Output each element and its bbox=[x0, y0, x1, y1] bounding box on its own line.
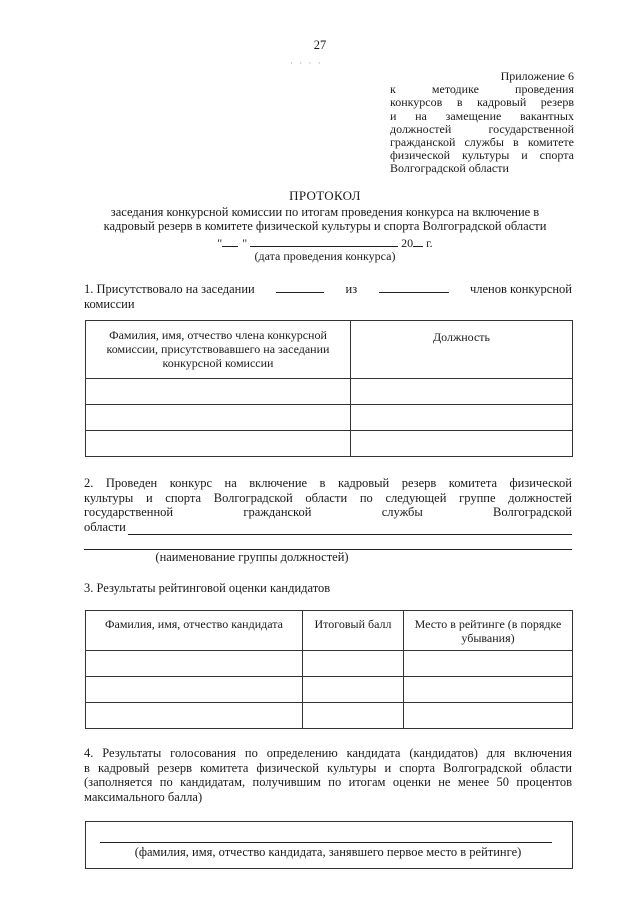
date-year-prefix: 20 bbox=[401, 236, 414, 250]
section1-text-line2: комиссии bbox=[84, 296, 135, 311]
table-cell[interactable] bbox=[404, 677, 573, 703]
appendix-line: и на замещение вакантных bbox=[390, 108, 574, 123]
rating-col-name-header: Фамилия, имя, отчество кандидата bbox=[86, 611, 303, 651]
section2-line: 2. Проведен конкурс на включение в кадровый резерв комитета физической bbox=[84, 476, 572, 490]
appendix-line: Волгоградской области bbox=[390, 161, 509, 176]
protocol-subtitle bbox=[60, 205, 590, 233]
page-number: 27 bbox=[313, 38, 327, 52]
section2-line: государственной гражданской службы Волгоградской bbox=[84, 505, 572, 519]
section2-text bbox=[84, 476, 572, 534]
table-cell[interactable] bbox=[86, 651, 303, 677]
section1-text bbox=[84, 281, 572, 311]
table-cell[interactable] bbox=[86, 379, 351, 405]
date-quote-open: " bbox=[217, 236, 223, 250]
appendix-line: гражданской службы в комитете bbox=[390, 135, 574, 150]
section4-text bbox=[84, 746, 572, 804]
section2-line: области bbox=[84, 519, 126, 534]
appendix-line: физической культуры и спорта bbox=[390, 148, 574, 163]
table-cell[interactable] bbox=[351, 431, 573, 457]
date-year-suffix: г. bbox=[426, 236, 433, 250]
section1-text-mid: из bbox=[345, 282, 358, 296]
table-cell[interactable] bbox=[86, 677, 303, 703]
section4-line: 4. Результаты голосования по определению кандидата (кандидатов) для включения bbox=[84, 746, 572, 760]
section4-line: (заполняется по кандидатам, получившим по итогам оценки не менее 50 процентов bbox=[84, 775, 572, 789]
section1-text-end: членов конкурсной bbox=[469, 282, 572, 296]
section4-line: в кадровый резерв комитета физической культуры и спорта Волгоградской области bbox=[84, 760, 572, 775]
total-count-blank bbox=[379, 281, 449, 293]
table-cell[interactable] bbox=[351, 379, 573, 405]
group-name-caption: (наименование группы должностей) bbox=[155, 550, 349, 564]
table-cell[interactable] bbox=[303, 651, 404, 677]
table-cell[interactable] bbox=[303, 677, 404, 703]
table-row bbox=[86, 677, 573, 703]
date-quote-close: " bbox=[242, 236, 248, 250]
day-blank bbox=[222, 235, 238, 247]
group-name-blank bbox=[128, 534, 572, 535]
section3-title: 3. Результаты рейтинговой оценки кандидатов bbox=[84, 581, 331, 595]
members-col-name-header: Фамилия, имя, отчество члена конкурсной комиссии, присутствовавшего на заседании конкурсной комиссии bbox=[86, 321, 351, 379]
table-cell[interactable] bbox=[86, 431, 351, 457]
winner-caption: (фамилия, имя, отчество кандидата, занявшего первое место в рейтинге) bbox=[134, 845, 522, 859]
protocol-title: ПРОТОКОЛ bbox=[289, 188, 361, 203]
table-cell[interactable] bbox=[303, 703, 404, 729]
appendix-line: конкурсов в кадровый резерв bbox=[390, 95, 574, 110]
section4-line: максимального балла) bbox=[84, 789, 203, 804]
month-blank bbox=[250, 235, 398, 247]
appendix-title: Приложение 6 bbox=[500, 69, 574, 83]
table-row bbox=[86, 379, 573, 405]
table-cell[interactable] bbox=[351, 405, 573, 431]
appendix-block bbox=[390, 70, 574, 176]
table-cell[interactable] bbox=[404, 703, 573, 729]
table-row bbox=[86, 431, 573, 457]
winner-name-blank bbox=[100, 842, 552, 843]
table-row bbox=[86, 703, 573, 729]
section2-line: культуры и спорта Волгоградской области по следующей группе должностей bbox=[84, 490, 572, 505]
rating-col-place-header: Место в рейтинге (в порядке убывания) bbox=[404, 611, 573, 651]
protocol-subtitle-line: кадровый резерв в комитете физической культуры и спорта Волгоградской области bbox=[103, 219, 547, 233]
rating-table bbox=[85, 610, 573, 729]
present-count-blank bbox=[276, 281, 324, 293]
scan-speck: · · · · bbox=[290, 58, 323, 68]
appendix-line: к методике проведения bbox=[390, 82, 574, 97]
members-table bbox=[85, 320, 573, 457]
date-caption: (дата проведения конкурса) bbox=[254, 249, 396, 263]
appendix-line: должностей государственной bbox=[390, 121, 574, 136]
rating-col-score-header: Итоговый балл bbox=[303, 611, 404, 651]
table-row bbox=[86, 405, 573, 431]
table-cell[interactable] bbox=[86, 405, 351, 431]
protocol-subtitle-line: заседания конкурсной комиссии по итогам проведения конкурса на включение в bbox=[110, 205, 540, 219]
table-cell[interactable] bbox=[404, 651, 573, 677]
table-cell[interactable] bbox=[86, 703, 303, 729]
members-col-position-header: Должность bbox=[351, 321, 573, 379]
table-row bbox=[86, 651, 573, 677]
year-blank bbox=[413, 235, 423, 247]
section1-text-start: 1. Присутствовало на заседании bbox=[84, 282, 255, 296]
